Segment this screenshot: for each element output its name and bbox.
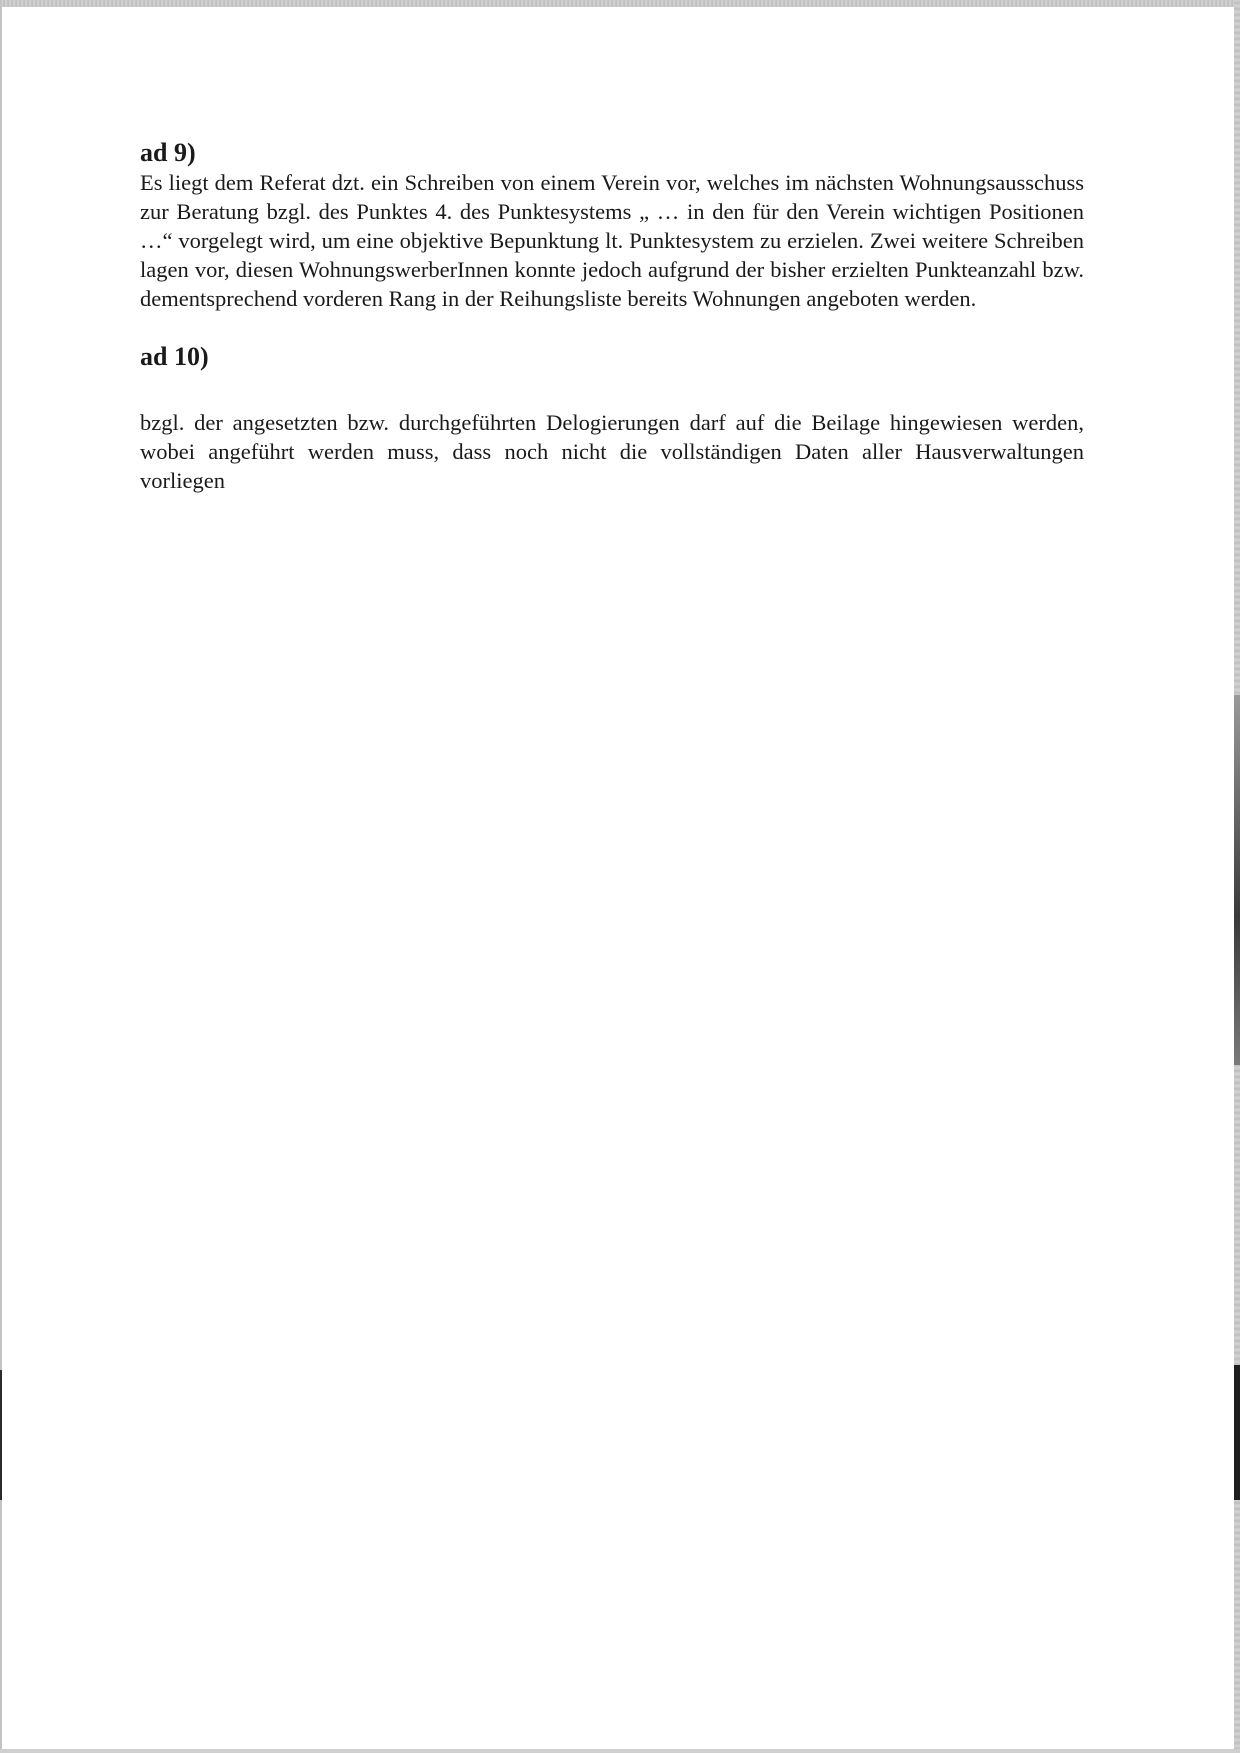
scan-edge-top — [0, 0, 1240, 7]
scan-edge-bottom — [0, 1749, 1240, 1753]
document-content — [140, 138, 1084, 495]
scan-shadow-right-lower — [1234, 1365, 1240, 1500]
scan-shadow-right-upper — [1234, 695, 1240, 1065]
section-body-ad-9: Es liegt dem Referat dzt. ein Schreiben von einem Verein vor, welches im nächsten Wohnungsausschuss zur Beratung bzgl. des Punktes 4. des Punktesystems „ … in den für den Verein wichtigen Positionen …“ vorgelegt wird, um eine objektive Bepunktung lt. Punktesystem zu erzielen. Zwei weitere Schreiben lagen vor, diesen WohnungswerberInnen konnte jedoch aufgrund der bisher erzielten Punkteanzahl bzw. dementsprechend vorderen Rang in der Reihungsliste bereits Wohnungen angeboten werden. — [140, 170, 1084, 311]
section-heading-ad-10: ad 10) — [140, 342, 209, 371]
section-heading-ad-9: ad 9) — [140, 138, 196, 167]
scan-shadow-left — [0, 1370, 2, 1500]
section-body-ad-10: bzgl. der angesetzten bzw. durchgeführten Delogierungen darf auf die Beilage hingewiesen werden, wobei angeführt werden muss, dass noch nicht die vollständigen Daten aller Hausverwaltungen vorliegen — [140, 410, 1084, 493]
